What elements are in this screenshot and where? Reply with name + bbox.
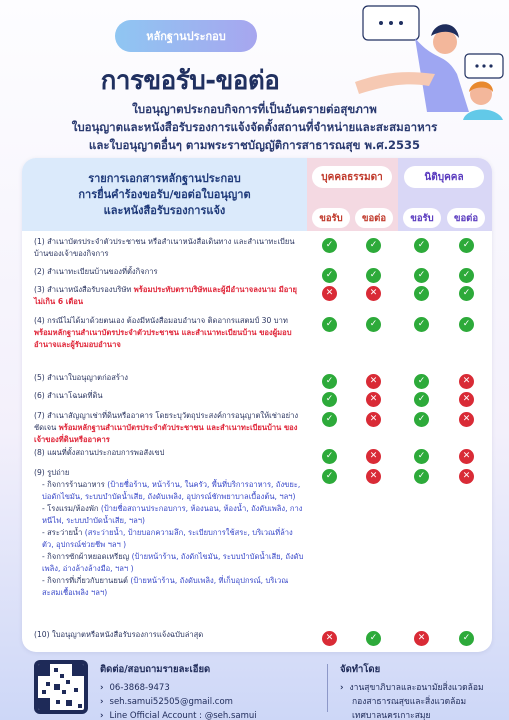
- qr-module: [66, 700, 72, 706]
- qr-module: [42, 690, 46, 694]
- qr-module: [38, 664, 50, 676]
- qr-module: [60, 674, 64, 678]
- contact-phone: › 06-3868-9473: [100, 681, 310, 695]
- check-icon: ✓: [459, 631, 474, 646]
- check-icon: ✓: [366, 238, 381, 253]
- check-icon: ✓: [322, 317, 337, 332]
- cross-icon: ✕: [322, 286, 337, 301]
- qr-module: [72, 664, 84, 676]
- photo-item-detail: (ป้ายชื่อสถานประกอบการ, ห้องนอน, ห้องน้ำ, ถังดับเพลิง, กางหนีไฟ, ระบบบำบัดน้ำเสีย, ฯลฯ): [42, 504, 303, 525]
- document-table: [22, 158, 492, 652]
- check-icon: ✓: [414, 286, 429, 301]
- col-receive-juristic: ขอรับ: [403, 208, 441, 228]
- row-text-highlight: พร้อมหลักฐานสำเนาบัตรประจำตัวประชาชน และสำเนาทะเบียนบ้าน ของผู้มอบอำนาจและผู้รับมอบอำนาจ: [34, 328, 292, 349]
- photo-item: [34, 503, 304, 527]
- cross-icon: ✕: [366, 469, 381, 484]
- photo-item-detail: (ป้ายหน้าร้าน, ถังดับเพลิง, ที่เก็บอุปกรณ์, บริเวณสะสมเชื้อเพลิง ฯลฯ): [42, 576, 289, 597]
- check-icon: ✓: [414, 392, 429, 407]
- cross-icon: ✕: [322, 631, 337, 646]
- producer-heading: จัดทำโดย: [340, 664, 381, 675]
- qr-module: [62, 690, 66, 694]
- photo-item: [34, 479, 304, 503]
- col-renew-individual: ขอต่อ: [355, 208, 393, 228]
- producer-line: › งานสุขาภิบาลและอนามัยสิ่งแวดล้อม: [340, 681, 500, 695]
- check-icon: ✓: [366, 317, 381, 332]
- row-text-highlight: พร้อมหลักฐานสำเนาบัตรประจำตัวประชาชน และสำเนาทะเบียนบ้าน ของเจ้าของที่ดินหรืออาคาร: [34, 423, 298, 444]
- footer-divider: [327, 664, 328, 712]
- cross-icon: ✕: [366, 374, 381, 389]
- row-text: [34, 467, 304, 599]
- check-icon: ✓: [414, 238, 429, 253]
- row-text: [34, 315, 304, 351]
- cross-icon: ✕: [366, 286, 381, 301]
- people-illustration: [345, 2, 509, 120]
- check-icon: ✓: [322, 268, 337, 283]
- row-text: [34, 266, 304, 278]
- qr-module: [74, 688, 78, 692]
- col-renew-juristic: ขอต่อ: [447, 208, 485, 228]
- cross-icon: ✕: [366, 412, 381, 427]
- row-text: [34, 410, 304, 446]
- subtitle-line: และใบอนุญาตอื่นๆ ตามพระราชบัญญัติการสาธารณสุข พ.ศ.2535: [88, 138, 421, 152]
- cross-icon: ✕: [414, 631, 429, 646]
- cross-icon: ✕: [459, 392, 474, 407]
- check-icon: ✓: [322, 469, 337, 484]
- row-text-plain: (4) กรณีไม่ได้มาด้วยตนเอง ต้องมีหนังสือมอบอำนาจ ติดอากรแสตมป์ 30 บาท: [34, 316, 288, 325]
- header-line: และหนังสือรับรองการแจ้ง: [103, 203, 226, 217]
- photo-item-type: - สระว่ายน้ำ: [42, 528, 85, 537]
- producer-line: กองสาธารณสุขและสิ่งแวดล้อม: [352, 697, 467, 707]
- check-icon: ✓: [414, 317, 429, 332]
- qr-module: [46, 682, 50, 686]
- qr-module: [54, 668, 58, 672]
- table-header-title: [22, 158, 307, 231]
- subtitle-line: ใบอนุญาตและหนังสือรับรองการแจ้งจัดตั้งสถานที่จำหน่ายและสะสมอาหาร: [71, 120, 438, 134]
- check-icon: ✓: [414, 268, 429, 283]
- photo-item-type: - กิจการร้านอาหาร: [42, 480, 108, 489]
- row-text: [34, 390, 304, 402]
- row-text-plain: (5) สำเนาใบอนุญาตก่อสร้าง: [34, 373, 128, 382]
- check-icon: ✓: [322, 449, 337, 464]
- photo-item: [34, 527, 304, 551]
- qr-module: [38, 698, 50, 710]
- cross-icon: ✕: [366, 392, 381, 407]
- photo-item: [34, 575, 304, 599]
- cross-icon: ✕: [459, 412, 474, 427]
- row-text-plain: (8) แผนที่ตั้งสถานประกอบการพอสังเขป: [34, 448, 165, 457]
- row-text-plain: (3) สำเนาหนังสือรับรองบริษัท: [34, 285, 134, 294]
- row-text: [34, 629, 304, 641]
- photo-item: [34, 551, 304, 575]
- check-icon: ✓: [459, 268, 474, 283]
- photo-item-type: - กิจการที่เกี่ยวกับยานยนต์: [42, 576, 131, 585]
- cross-icon: ✕: [459, 449, 474, 464]
- col-receive-individual: ขอรับ: [312, 208, 350, 228]
- cross-icon: ✕: [459, 374, 474, 389]
- check-icon: ✓: [459, 317, 474, 332]
- row-text: [34, 236, 304, 260]
- check-icon: ✓: [459, 286, 474, 301]
- check-icon: ✓: [366, 268, 381, 283]
- group-juristic: นิติบุคคล: [404, 166, 484, 188]
- check-icon: ✓: [322, 374, 337, 389]
- check-icon: ✓: [322, 412, 337, 427]
- row-text-plain: (7) สำเนาสัญญาเช่าที่ดินหรืออาคาร โดยระบุวัตถุประสงค์การอนุญาตให้เช่าอย่างชัดเจน: [34, 411, 299, 432]
- photo-item-detail: (ป้ายหน้าร้าน, ถังดักไขมัน, ระบบบำบัดน้ำเสีย, ถังดับเพลิง, อ่างล้างล้างมือ, ฯลฯ ): [42, 552, 304, 573]
- page-title: การขอรับ-ขอต่อ: [100, 66, 280, 96]
- qr-pattern: [38, 664, 84, 710]
- check-icon: ✓: [414, 412, 429, 427]
- check-icon: ✓: [414, 374, 429, 389]
- photo-item-detail: (สระว่ายน้ำ, ป้ายบอกความลึก, ระเบียบการใช้สระ, บริเวณที่ล้างตัว, อุปกรณ์ช่วยชีพ ฯลฯ ): [42, 528, 293, 549]
- check-icon: ✓: [322, 238, 337, 253]
- check-icon: ✓: [414, 469, 429, 484]
- row-text: [34, 284, 304, 308]
- row-text-plain: (10) ใบอนุญาตหรือหนังสือรับรองการแจ้งฉบับล่าสุด: [34, 630, 204, 639]
- cross-icon: ✕: [366, 449, 381, 464]
- subtitle-line: ใบอนุญาตประกอบกิจการที่เป็นอันตรายต่อสุขภาพ: [132, 102, 377, 116]
- qr-module: [54, 684, 60, 690]
- section-pill: หลักฐานประกอบ: [115, 20, 257, 52]
- qr-module: [78, 704, 82, 708]
- row-text: [34, 447, 304, 459]
- group-individual: บุคคลธรรมดา: [312, 166, 392, 188]
- contact-line: › Line Official Account : @seh.samui: [100, 709, 310, 720]
- row-text-highlight: พร้อมประทับตราบริษัทและผู้มีอำนาจลงนาม มีอายุไม่เกิน 6 เดือน: [34, 285, 297, 306]
- cross-icon: ✕: [459, 469, 474, 484]
- photo-item-detail: (ป้ายชื่อร้าน, หน้าร้าน, ในครัว, พื้นที่บริการอาหาร, ถังขยะ, บ่อดักไขมัน, ระบบบำบัดน้ำเสีย, ถังดับเพลิง, อุปกรณ์ชักพยาบาลเบื้องต้น, ฯลฯ): [42, 480, 301, 501]
- photo-item-type: - โรงแรม/ห้องพัก: [42, 504, 101, 513]
- producer-block: [340, 662, 500, 720]
- row-text: [34, 372, 304, 384]
- check-icon: ✓: [366, 631, 381, 646]
- header-line: การยื่นคำร้องขอรับ/ขอต่อใบอนุญาต: [78, 187, 251, 201]
- contact-heading: ติดต่อ/สอบถามรายละเอียด: [100, 664, 211, 675]
- row-text-plain: (9) รูปถ่าย: [34, 468, 70, 477]
- contact-block: [100, 662, 310, 720]
- photo-item-type: - กิจการซักผ้าหยอดเหรียญ: [42, 552, 132, 561]
- row-text-plain: (2) สำเนาทะเบียนบ้านของที่ตั้งกิจการ: [34, 267, 158, 276]
- check-icon: ✓: [414, 449, 429, 464]
- row-text-plain: (6) สำเนาโฉนดที่ดิน: [34, 391, 103, 400]
- contact-email: › seh.samui52505@gmail.com: [100, 695, 310, 709]
- line-qr-code: [34, 660, 88, 714]
- check-icon: ✓: [459, 238, 474, 253]
- check-icon: ✓: [322, 392, 337, 407]
- producer-line: เทศบาลนครเกาะสมุย: [352, 711, 431, 720]
- qr-module: [66, 680, 70, 684]
- qr-module: [56, 700, 60, 704]
- row-text-plain: (1) สำเนาบัตรประจำตัวประชาชน หรือสำเนาหนังสือเดินทาง และสำเนาทะเบียนบ้านของเจ้าของกิจการ: [34, 237, 295, 258]
- header-line: รายการเอกสารหลักฐานประกอบ: [88, 171, 241, 185]
